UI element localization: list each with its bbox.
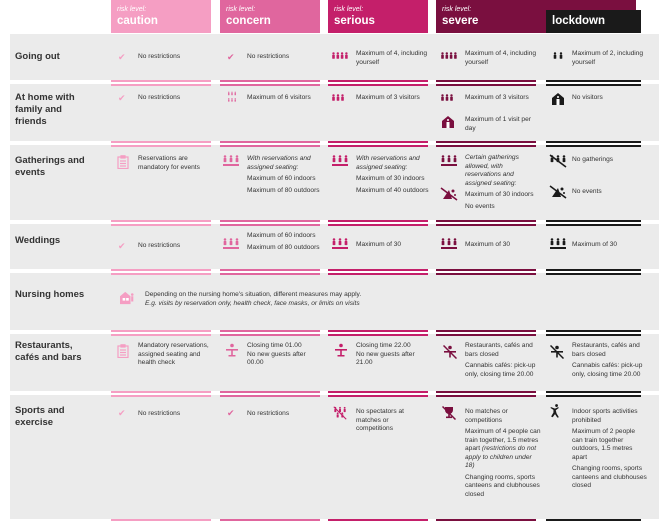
no-events-icon — [440, 187, 458, 201]
level-severe: severe — [442, 15, 479, 27]
separator-bar — [546, 80, 641, 82]
four-people-icon — [440, 50, 458, 64]
header-serious — [328, 0, 428, 33]
cell-italic: With reservations and assigned seating: — [247, 155, 311, 171]
cell-weddings-concern — [247, 232, 322, 255]
house-icon — [441, 115, 455, 129]
separator-bar — [220, 141, 320, 143]
separator-bar — [436, 519, 536, 521]
separator-bar — [220, 224, 320, 226]
cell-text: Maximum of 1 visit per day — [465, 116, 531, 132]
cell-text: Maximum of 30 indoors — [356, 175, 425, 182]
no-dining-icon — [443, 345, 457, 359]
cell-text: Maximum of 30 — [356, 241, 402, 248]
level-serious: serious — [334, 15, 375, 27]
separator-bar — [220, 395, 320, 397]
cell-text: Maximum of 30 — [465, 241, 511, 248]
separator-bar — [436, 141, 536, 143]
crowd-icon — [222, 154, 240, 168]
cell-text: Maximum of 6 visitors — [247, 94, 311, 101]
separator-bar — [328, 220, 428, 222]
cell-italic: Certain gatherings allowed, with reservations and assigned seating: — [465, 154, 519, 187]
separator-bar — [328, 519, 428, 521]
separator-bar — [546, 269, 641, 271]
nursing-home-icon — [118, 291, 136, 307]
separator-bar — [436, 391, 536, 393]
cell-text: No events — [465, 202, 495, 210]
separator-bar — [111, 141, 211, 143]
cell-restaurants-lockdown — [572, 342, 647, 382]
level-concern: concern — [226, 15, 271, 27]
cell-gatherings-concern — [247, 155, 322, 198]
separator-bar — [220, 391, 320, 393]
cell-text: Indoor sports activities prohibited — [572, 408, 638, 424]
cell-text: Maximum of 80 outdoors — [247, 186, 320, 194]
cell-text: Restaurants, cafés and bars closed — [572, 342, 640, 358]
separator-bar — [328, 334, 428, 336]
separator-bar — [546, 391, 641, 393]
cell-text: No new guests after 00.00 — [247, 350, 306, 366]
separator-bar — [220, 80, 320, 82]
three-people-icon — [331, 92, 345, 106]
separator-bar — [328, 330, 428, 332]
four-people-icon — [331, 50, 349, 64]
separator-bar — [436, 80, 536, 82]
separator-bar — [111, 273, 211, 275]
no-events-icon — [549, 185, 567, 199]
cell-text: Restaurants, cafés and bars closed — [465, 342, 533, 358]
separator-bar — [220, 334, 320, 336]
cell-text: Changing rooms, sports canteens and clubhouses closed — [572, 465, 647, 489]
separator-bar — [220, 220, 320, 222]
crowd-icon — [440, 154, 458, 168]
check-icon: ✔ — [227, 408, 235, 418]
separator-bar — [111, 330, 211, 332]
clipboard-icon — [116, 155, 130, 169]
separator-bar — [546, 84, 641, 86]
cell-text: Reservations are mandatory for events — [138, 155, 200, 171]
separator-bar — [111, 220, 211, 222]
separator-bar — [436, 224, 536, 226]
cell-gatherings-severe — [465, 154, 540, 214]
separator-bar — [111, 391, 211, 393]
house-icon — [551, 92, 565, 106]
check-icon: ✔ — [118, 408, 126, 418]
cell-text: No events — [572, 188, 602, 195]
risk-level-label: risk level: — [226, 6, 256, 13]
separator-bar — [546, 334, 641, 336]
three-people-icon — [440, 92, 454, 106]
cell-italic: E.g. visits by reservation only, health check, face masks, or limits on visits — [145, 299, 360, 307]
cell-text: Maximum of 40 outdoors — [356, 186, 429, 194]
cell-sports-lockdown — [572, 408, 647, 494]
separator-bar — [436, 269, 536, 271]
separator-bar — [546, 519, 641, 521]
clipboard-icon — [116, 344, 130, 358]
separator-bar — [328, 84, 428, 86]
separator-bar — [111, 145, 211, 147]
separator-bar — [328, 273, 428, 275]
table-icon — [334, 343, 348, 357]
check-icon: ✔ — [118, 93, 126, 103]
cell-text: Maximum of 4, including yourself — [465, 50, 537, 66]
separator-bar — [111, 269, 211, 271]
cell-text: Maximum of 4, including yourself — [356, 50, 428, 66]
separator-bar — [220, 145, 320, 147]
separator-bar — [220, 84, 320, 86]
separator-bar — [111, 80, 211, 82]
separator-bar — [436, 334, 536, 336]
cell-text: No matches or competitions — [465, 408, 508, 424]
check-icon: ✔ — [118, 52, 126, 62]
separator-bar — [546, 273, 641, 275]
cell-text: Maximum of 2 people can train together outdoors, 1.5 metres apart — [572, 428, 636, 461]
cell-text: No restrictions — [247, 53, 290, 60]
separator-bar — [546, 395, 641, 397]
separator-bar — [111, 395, 211, 397]
check-icon: ✔ — [118, 241, 126, 251]
separator-bar — [111, 519, 211, 521]
cell-text: Maximum of 3 visitors — [465, 94, 529, 101]
cell-text: Maximum of 2, including yourself — [572, 50, 644, 66]
separator-bar — [436, 220, 536, 222]
cell-text: Maximum of 30 indoors — [465, 191, 534, 198]
cell-text: Maximum of 80 outdoors — [247, 243, 320, 251]
cell-restaurants-severe — [465, 342, 543, 382]
six-people-icon — [223, 91, 241, 117]
separator-bar — [220, 269, 320, 271]
cell-text: No restrictions — [138, 410, 181, 417]
row-label-restaurants: Restaurants, cafés and bars — [15, 340, 82, 363]
cell-sports-severe — [465, 408, 543, 502]
row-label-at-home: At home with family and friends — [15, 92, 75, 127]
separator-bar — [220, 519, 320, 521]
level-lockdown: lockdown — [552, 15, 606, 27]
cell-text: Maximum of 3 visitors — [356, 94, 420, 101]
separator-bar — [328, 141, 428, 143]
cell-text: Cannabis cafés: pick-up only, closing time 20.00 — [572, 362, 643, 378]
cell-text: Mandatory reservations, assigned seating and health check — [138, 342, 209, 366]
cell-text: Closing time 01.00 — [247, 342, 302, 349]
row-label-weddings: Weddings — [15, 235, 61, 246]
separator-bar — [436, 84, 536, 86]
cell-text: No visitors — [572, 94, 603, 101]
cell-text: No restrictions — [138, 53, 181, 60]
separator-bar — [546, 141, 641, 143]
crowd-icon — [331, 154, 349, 168]
cell-text: Cannabis cafés: pick-up only, closing time 20.00 — [465, 362, 536, 378]
risk-level-label: risk level: — [334, 6, 364, 13]
no-matches-icon — [442, 406, 456, 420]
separator-bar — [546, 330, 641, 332]
row-label-going-out: Going out — [15, 51, 60, 62]
risk-level-label: risk level: — [117, 6, 147, 13]
cell-text: Maximum of 60 indoors — [247, 232, 316, 239]
crowd-icon — [222, 237, 240, 251]
sports-icon — [548, 404, 562, 422]
check-icon: ✔ — [227, 52, 235, 62]
cell-text: No gatherings — [572, 156, 614, 163]
row-label-sports: Sports and exercise — [15, 405, 65, 428]
header-lockdown — [546, 10, 641, 33]
cell-text: Maximum of 30 — [572, 241, 618, 248]
row-label-gatherings: Gatherings and events — [15, 155, 85, 178]
separator-bar — [111, 334, 211, 336]
spectators-icon — [331, 406, 349, 424]
cell-nursing — [145, 291, 445, 308]
cell-text: Maximum of 4 people can train together, 1.5 metres apart — [465, 428, 541, 452]
separator-bar — [436, 273, 536, 275]
cell-text: No restrictions — [247, 410, 290, 417]
cell-text: Closing time 22.00 — [356, 342, 411, 349]
two-people-icon — [551, 50, 565, 64]
separator-bar — [436, 330, 536, 332]
separator-bar — [111, 84, 211, 86]
table-icon — [225, 343, 239, 357]
cell-text: Maximum of 60 indoors — [247, 175, 316, 182]
separator-bar — [220, 330, 320, 332]
cell-text: Depending on the nursing home's situation, different measures may apply. — [145, 291, 362, 298]
separator-bar — [546, 220, 641, 222]
cell-restaurants-concern — [247, 342, 315, 368]
separator-bar — [111, 224, 211, 226]
separator-bar — [328, 145, 428, 147]
no-dining-icon — [550, 345, 564, 359]
cell-gatherings-serious — [356, 155, 431, 198]
cell-italic: With reservations and assigned seating: — [356, 155, 420, 171]
separator-bar — [546, 224, 641, 226]
header-caution — [111, 0, 211, 33]
cell-restaurants-serious — [356, 342, 424, 368]
separator-bar — [436, 145, 536, 147]
cell-text: Changing rooms, sports canteens and clubhouses closed — [465, 473, 540, 498]
header-concern — [220, 0, 320, 33]
row-label-nursing-homes: Nursing homes — [15, 289, 85, 300]
separator-bar — [328, 395, 428, 397]
level-caution: caution — [117, 15, 158, 27]
crowd-icon — [549, 237, 567, 251]
separator-bar — [328, 80, 428, 82]
cell-italic: (restrictions do not apply to children under 18) — [465, 445, 537, 469]
crowd-icon — [440, 237, 458, 251]
separator-bar — [546, 145, 641, 147]
separator-bar — [328, 391, 428, 393]
separator-bar — [436, 395, 536, 397]
crowd-icon — [331, 237, 349, 251]
separator-bar — [220, 273, 320, 275]
separator-bar — [328, 269, 428, 271]
cell-text: No restrictions — [138, 94, 181, 101]
cell-text: No new guests after 21.00 — [356, 350, 415, 366]
no-gatherings-icon — [549, 154, 567, 168]
cell-text: No restrictions — [138, 242, 181, 249]
separator-bar — [328, 224, 428, 226]
cell-text: No spectators at matches or competitions — [356, 408, 405, 432]
risk-level-label: risk level: — [442, 6, 472, 13]
